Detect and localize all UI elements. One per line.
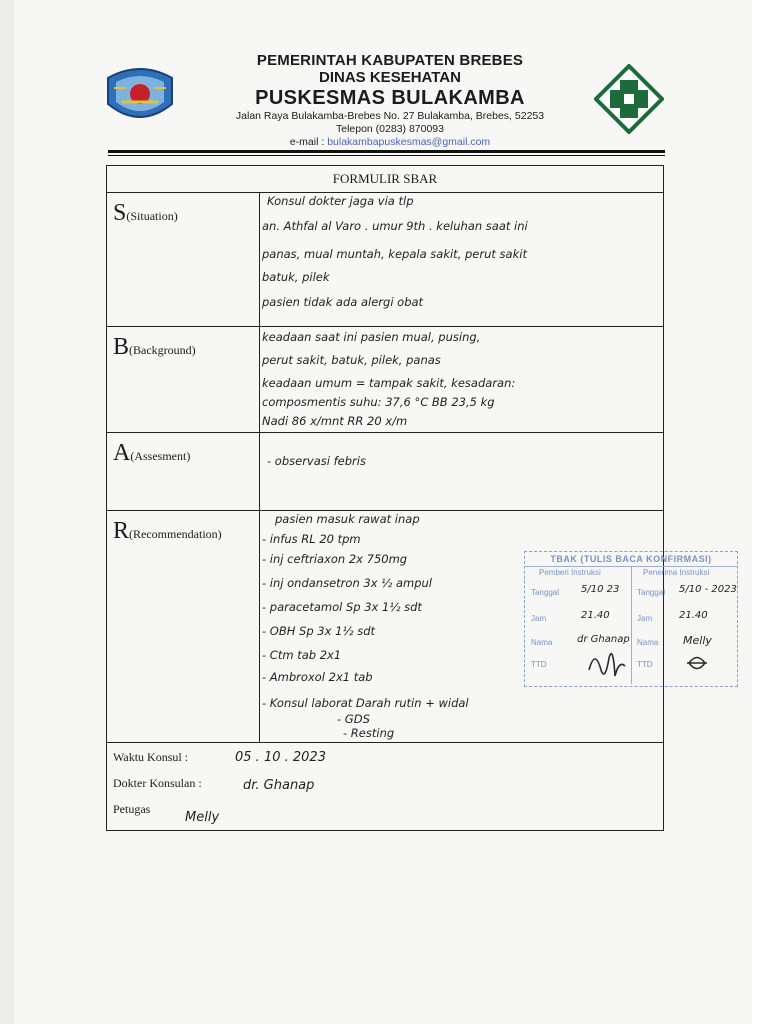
tbak-stamp — [524, 551, 738, 687]
situation-row — [107, 192, 663, 327]
letterhead-email-line — [190, 136, 590, 149]
recommendation-label — [113, 518, 222, 545]
situation-label — [113, 200, 178, 227]
stamp-col-right: Penerima Instruksi — [643, 568, 710, 577]
stamp-left-nama-value: dr Ghanap — [577, 634, 630, 645]
letterhead-rule-thick — [108, 150, 665, 153]
stamp-left-tanggal-value: 5/10 23 — [581, 584, 620, 595]
recommendation-line: - infus RL 20 tpm — [262, 532, 361, 546]
dokter-konsulan-label: Dokter Konsulan : — [113, 776, 202, 790]
stamp-right-tanggal-label: Tanggal — [637, 588, 666, 597]
stamp-right-jam-value: 21.40 — [679, 610, 708, 621]
stamp-right-nama-label: Nama — [637, 638, 659, 647]
situation-line: Konsul dokter jaga via tlp — [267, 194, 414, 208]
stamp-left-ttd-label: TTD — [531, 660, 547, 669]
stamp-col-left: Pemberi Instruksi — [539, 568, 601, 577]
kabupaten-brebes-seal-icon — [100, 58, 180, 130]
recommendation-line: - inj ceftriaxon 2x 750mg — [262, 552, 408, 566]
nurse-signature-icon — [685, 652, 709, 674]
assessment-line: - observasi febris — [267, 454, 366, 468]
stamp-right-nama-value: Melly — [683, 634, 712, 647]
stamp-left-jam-label: Jam — [531, 614, 547, 623]
scan-edge-left — [0, 0, 14, 1024]
background-line: keadaan umum = tampak sakit, kesadaran: — [262, 376, 516, 390]
recommendation-line: pasien masuk rawat inap — [275, 512, 420, 526]
situation-line: pasien tidak ada alergi obat — [262, 295, 424, 309]
recommendation-line: - Ctm tab 2x1 — [262, 648, 342, 662]
stamp-divider — [631, 566, 632, 684]
background-label — [113, 334, 196, 361]
form-title: FORMULIR SBAR — [107, 166, 663, 193]
situation-line: batuk, pilek — [262, 270, 330, 284]
situation-text: (Situation) — [126, 209, 178, 223]
assessment-text: (Assesment) — [130, 449, 191, 463]
letterhead — [190, 52, 590, 149]
background-line: perut sakit, batuk, pilek, panas — [262, 353, 441, 367]
dokter-konsulan-value: dr. Ghanap — [243, 778, 315, 793]
situation-letter: S — [113, 200, 127, 226]
sbar-form — [106, 165, 664, 831]
waktu-konsul-label: Waktu Konsul : — [113, 750, 189, 764]
assessment-letter: A — [113, 440, 131, 466]
background-letter: B — [113, 334, 130, 360]
recommendation-line: - paracetamol Sp 3x 1½ sdt — [262, 600, 422, 614]
puskesmas-cross-logo-icon — [594, 64, 664, 134]
recommendation-line: - inj ondansetron 3x ½ ampul — [262, 576, 432, 590]
letterhead-line-1: PEMERINTAH KABUPATEN BREBES — [256, 52, 524, 69]
situation-line: panas, mual muntah, kepala sakit, perut sakit — [262, 247, 527, 261]
doctor-signature-icon — [585, 640, 629, 684]
situation-line: an. Athfal al Varo . umur 9th . keluhan saat ini — [262, 219, 528, 233]
assessment-row — [107, 432, 663, 511]
stamp-right-ttd-label: TTD — [637, 660, 653, 669]
stamp-left-jam-value: 21.40 — [581, 610, 610, 621]
letterhead-line-3: PUSKESMAS BULAKAMBA — [255, 87, 525, 109]
stamp-title: TBAK (TULIS BACA KONFIRMASI) — [550, 554, 712, 564]
background-line: keadaan saat ini pasien mual, pusing, — [262, 330, 481, 344]
email-label: e-mail : — [289, 136, 325, 148]
letterhead-rule-thin — [108, 155, 665, 156]
assessment-label — [113, 440, 190, 467]
scan-edge-right — [752, 0, 768, 1024]
stamp-left-nama-label: Nama — [531, 638, 553, 647]
recommendation-line: - Ambroxol 2x1 tab — [262, 670, 373, 684]
recommendation-text: (Recommendation) — [129, 527, 222, 541]
background-line: composmentis suhu: 37,6 °C BB 23,5 kg — [262, 395, 495, 409]
stamp-right-tanggal-value: 5/10 - 2023 — [679, 584, 737, 595]
recommendation-line: - OBH Sp 3x 1½ sdt — [262, 624, 376, 638]
letterhead-line-2: DINAS KESEHATAN — [319, 69, 461, 86]
recommendation-line: - Resting — [343, 726, 395, 740]
stamp-right-jam-label: Jam — [637, 614, 653, 623]
recommendation-line: - Konsul laborat Darah rutin + widal — [262, 696, 469, 710]
background-row — [107, 326, 663, 433]
email-address: bulakambapuskesmas@gmail.com — [327, 136, 491, 148]
stamp-left-tanggal-label: Tanggal — [531, 588, 560, 597]
recommendation-line: - GDS — [337, 712, 370, 726]
background-text: (Background) — [129, 343, 196, 357]
waktu-konsul-value: 05 . 10 . 2023 — [235, 750, 326, 765]
recommendation-letter: R — [113, 518, 130, 544]
background-line: Nadi 86 x/mnt RR 20 x/m — [262, 414, 408, 428]
letterhead-address: Jalan Raya Bulakamba-Brebes No. 27 Bulakamba, Brebes, 52253 — [235, 110, 545, 122]
petugas-value: Melly — [185, 810, 220, 825]
letterhead-phone: Telepon (0283) 870093 — [335, 123, 444, 135]
petugas-label: Petugas — [113, 802, 151, 816]
